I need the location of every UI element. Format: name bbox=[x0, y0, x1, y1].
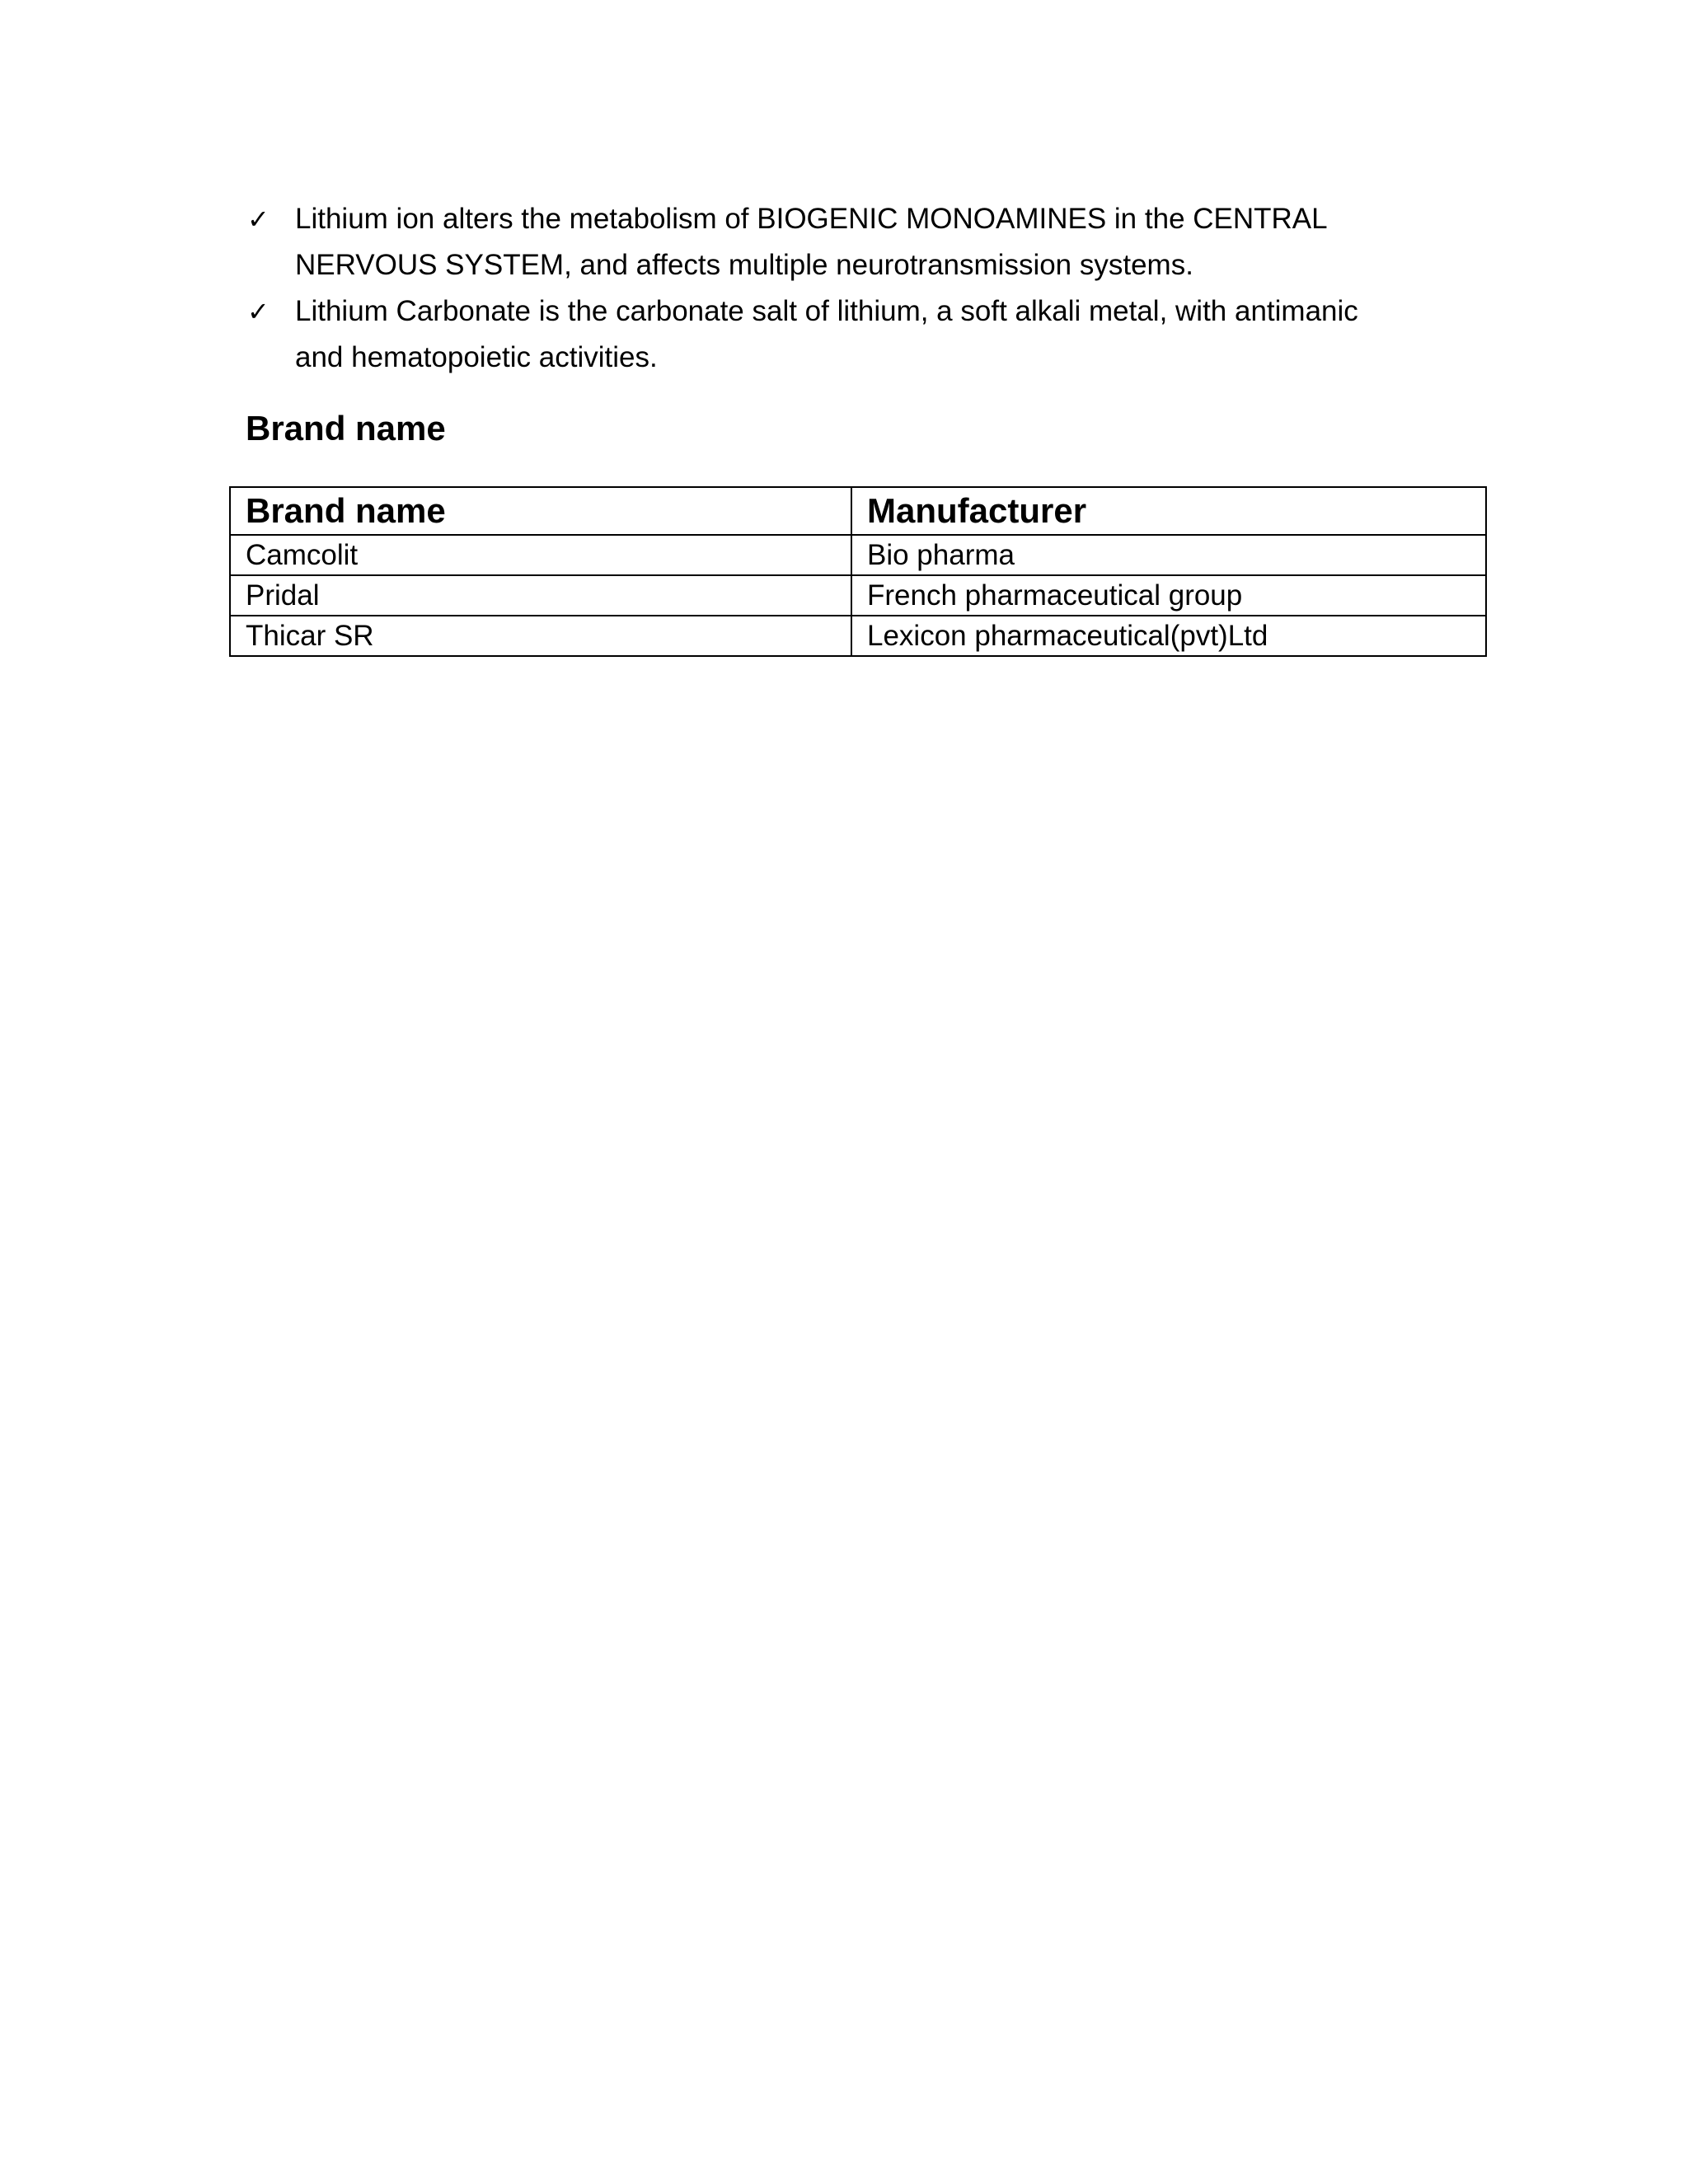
brand-table bbox=[229, 486, 1487, 657]
bullet-line: NERVOUS SYSTEM, and affects multiple neurotransmission systems. bbox=[295, 249, 1193, 281]
bullet-line: and hematopoietic activities. bbox=[295, 341, 658, 373]
bullet-line: Lithium ion alters the metabolism of BIOGENIC MONOAMINES in the CENTRAL bbox=[295, 203, 1328, 235]
checkmark-icon: ✓ bbox=[247, 296, 270, 327]
table-cell-manufacturer: Bio pharma bbox=[851, 535, 1486, 575]
table-cell-manufacturer: Lexicon pharmaceutical(pvt)Ltd bbox=[851, 616, 1486, 656]
table-row bbox=[230, 616, 1486, 656]
table-row bbox=[230, 535, 1486, 575]
section-heading: Brand name bbox=[246, 409, 446, 448]
table-header-row bbox=[230, 487, 1486, 535]
column-header-manufacturer: Manufacturer bbox=[851, 487, 1486, 535]
table-cell-manufacturer: French pharmaceutical group bbox=[851, 575, 1486, 616]
bullet-list bbox=[247, 196, 1467, 381]
bullet-item bbox=[247, 288, 1467, 381]
column-header-brand-name: Brand name bbox=[230, 487, 851, 535]
bullet-line: Lithium Carbonate is the carbonate salt of lithium, a soft alkali metal, with antimanic bbox=[295, 295, 1358, 327]
bullet-item bbox=[247, 196, 1467, 288]
table-cell-brand: Thicar SR bbox=[230, 616, 851, 656]
checkmark-icon: ✓ bbox=[247, 204, 270, 235]
table-cell-brand: Pridal bbox=[230, 575, 851, 616]
table-row bbox=[230, 575, 1486, 616]
table-cell-brand: Camcolit bbox=[230, 535, 851, 575]
